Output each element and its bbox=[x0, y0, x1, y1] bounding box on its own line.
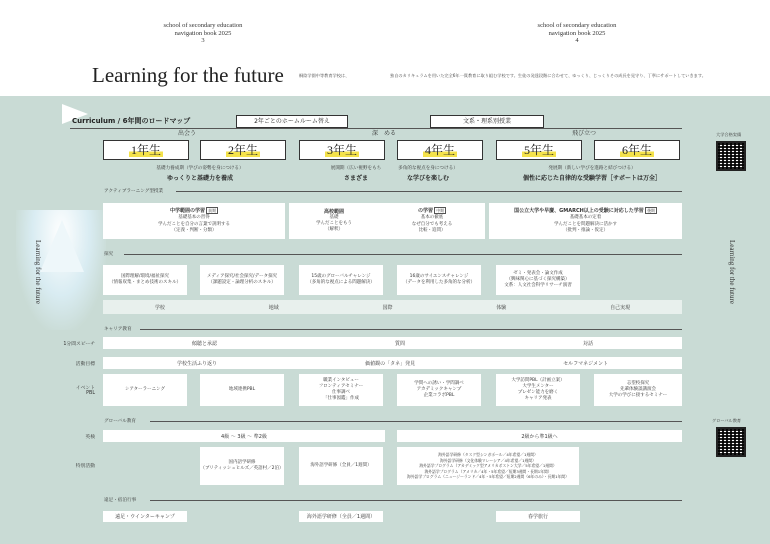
year-1: 1年生 bbox=[103, 140, 189, 160]
phase-4-small: 発展期（新しい学びを進路と結びつける） bbox=[548, 166, 636, 171]
iceberg-peak bbox=[40, 220, 84, 272]
career-event-5: 大学訪問PBL（計画立案） 大学生メンター プレゼン能力を磨く キャリア発表 bbox=[496, 374, 580, 406]
curriculum-label: Curriculum / 6年間のロードマップ bbox=[72, 117, 191, 125]
year-5: 5年生 bbox=[496, 140, 582, 160]
goal-bar: 学校生活ふり返り 価値観の「タネ」発見 セルフマネジメント bbox=[103, 357, 682, 369]
sidebar-right-text: Learning for the future bbox=[728, 240, 736, 304]
section-active-line bbox=[176, 191, 682, 192]
inquiry-box-2: メディア探究/社会探究/データ探究 （課題設定・論理分析のスキル） bbox=[200, 265, 284, 295]
phase-4-big: 個性に応じた自律的な受験学習［サポートは万全］ bbox=[522, 175, 661, 182]
global-box-1: 国内語学研修 （ブリティッシュヒルズ／英語村／2泊） bbox=[200, 447, 284, 485]
sidebar-left-text: Learning for the future bbox=[34, 240, 42, 304]
eiken-label: 英検 bbox=[85, 435, 95, 440]
section-inquiry: 探究 bbox=[104, 252, 114, 257]
homeroom-banner: 2年ごとのホームルーム替え bbox=[236, 115, 348, 128]
goal-label: 活動目標 bbox=[75, 362, 95, 367]
phase-2-big: さまざま bbox=[343, 175, 368, 182]
career-event-6: 志望校探究 先輩体験談講演会 大学の学びに接するセミナー bbox=[594, 374, 682, 406]
eiken-bar-2: 2級から準1級へ bbox=[397, 430, 682, 442]
year-2: 2年生 bbox=[200, 140, 286, 160]
eiken-bar-1: 4級 ～ 3級 ～ 準2級 bbox=[103, 430, 385, 442]
career-event-1: シアターラーニング bbox=[103, 374, 187, 406]
course-banner: 文系・理系別授業 bbox=[430, 115, 544, 128]
section-career: キャリア教育 bbox=[104, 327, 132, 332]
section-events: 遠足・宿泊行事 bbox=[104, 498, 137, 503]
inquiry-box-5: ゼミ・発表会・論文作成 （興味関心に基づく探究構築） 文系：人文社会科学リサーチ演習 bbox=[496, 265, 580, 295]
phase-3-big: な学びを楽しむ bbox=[406, 175, 449, 182]
page-title: Learning for the future bbox=[92, 63, 284, 87]
section-career-line bbox=[140, 329, 682, 330]
inquiry-box-3: 15歳のグローバルチャレンジ （多角的な視点による問題解決） bbox=[299, 265, 383, 295]
intro-text-a: 桐陰学園中等教育学校は、 bbox=[299, 73, 350, 78]
stage-meet: 出会う bbox=[178, 130, 197, 137]
global-box-3: 海外語学研修（タスク型シンガポール／4年希望／1週間） 海外語学研修（文化体験マレーシア／4年希望／1週間） 海外語学プログラム（アカデミック型アメリカボストン大学／5年希望／1週間） 海外語学プログラム（アメリカ／4年・5年希望／短期3週間・長期1年間） 海外語学プログラム（ニュージーランド／4年・5年希望／短期2週間（6年のみ）・長期1年間） bbox=[397, 447, 579, 485]
inquiry-box-4: 16歳のサイエンスチャレンジ （データを利用した多角的な分析） bbox=[397, 265, 481, 295]
section-active: アクティブラーニング型授業 bbox=[104, 189, 164, 194]
year-6: 6年生 bbox=[594, 140, 680, 160]
year-3: 3年生 bbox=[299, 140, 385, 160]
phase-2-small: 展開期（広い視野をもち bbox=[330, 166, 382, 171]
active-block-4: 国公立大学や早慶、GMARCH以上の受験に対応した学習 後期 基礎基本の定着 学んだことを問題解決に活かす （批判・推論・仮定） bbox=[489, 203, 682, 239]
active-block-1: 中学範囲の学習 前期 基礎基本の習得 学んだことを自分の言葉で説明する （定義・判断・分類） bbox=[103, 203, 285, 239]
section-inquiry-line bbox=[124, 254, 682, 255]
phase-1-small: 基礎力養成期（学びの姿勢を身につける） bbox=[156, 166, 244, 171]
event-1: 遠足・ウインターキャンプ bbox=[103, 511, 187, 522]
event-2: 海外語学研修（全員／1週間） bbox=[299, 511, 383, 522]
event-label: イベント PBL bbox=[75, 386, 95, 396]
active-block-3: の学習 中期 基本の徹底 なぜ自分でも考える 比較・追問） bbox=[379, 203, 485, 239]
career-event-2: 地域連携PBL bbox=[200, 374, 284, 406]
qr-label-global: グローバル教育 bbox=[712, 418, 742, 423]
career-event-4: 学問への誘い・学問調べ アカデミックキャンプ 企業コラボPBL bbox=[397, 374, 481, 406]
global-box-2: 海外語学研修（全員／1週間） bbox=[299, 447, 383, 485]
active-block-2: 高校範囲 基礎 学んだことをもう （解釈） bbox=[289, 203, 379, 239]
speech-label: 1分間スピーチ bbox=[63, 342, 95, 347]
header-right: school of secondary education navigation book 2025 4 bbox=[537, 22, 617, 44]
phase-1-big: ゆっくりと基礎力を養成 bbox=[167, 175, 233, 182]
speech-bar: 傾聴と承認 質問 対話 bbox=[103, 337, 682, 349]
section-global-line bbox=[150, 421, 682, 422]
special-label: 特別活動 bbox=[75, 464, 95, 469]
intro-text-b: 独自のカリキュラムを用いた完全6年一貫教育に取り組む学校です。生徒の発達段階に合わせて、ゆっくり、じっくりその成長を見守り、丁寧にサポートしていきます。 bbox=[390, 73, 706, 78]
qr-code-results[interactable] bbox=[716, 141, 746, 171]
stage-deepen: 深 める bbox=[372, 130, 397, 137]
inquiry-band: 学校 地域 国際 体験 自己実現 bbox=[103, 300, 682, 314]
header-left: school of secondary education navigation book 2025 3 bbox=[163, 22, 243, 44]
career-event-3: 職業インタビュー フロンティアセミナー 仕事調べ 「仕事図鑑」作成 bbox=[299, 374, 383, 406]
year-4: 4年生 bbox=[397, 140, 483, 160]
qr-label-results: 大学合格実績 bbox=[716, 132, 742, 137]
phase-3-small: 多角的な視点を身につける） bbox=[398, 166, 458, 171]
inquiry-box-1: 国際理解/環境/福祉探究 （情報収集・まとめ技術のスキル） bbox=[103, 265, 187, 295]
qr-code-global[interactable] bbox=[716, 427, 746, 457]
section-events-line bbox=[150, 500, 682, 501]
section-global: グローバル教育 bbox=[104, 419, 136, 424]
event-3: 春学旅行 bbox=[496, 511, 580, 522]
main-panel bbox=[0, 96, 770, 544]
stage-fly: 飛び立つ bbox=[572, 130, 597, 137]
